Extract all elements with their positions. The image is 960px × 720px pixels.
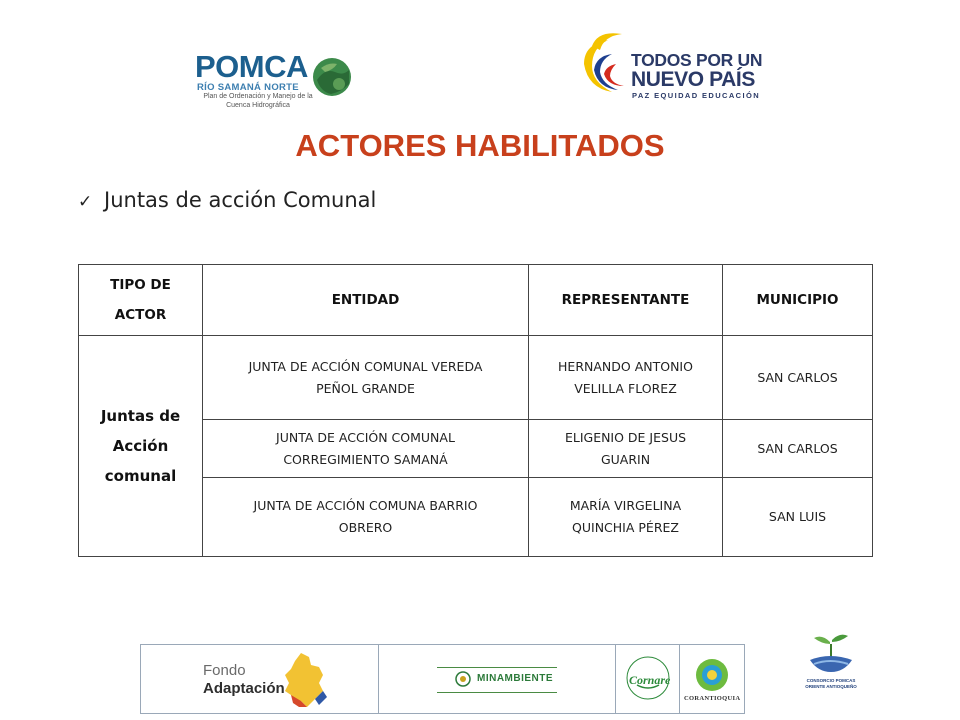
corantioquia-text: CORANTIOQUIA [684, 695, 741, 702]
entidad-line: JUNTA DE ACCIÓN COMUNA BARRIO [253, 498, 478, 513]
entidad-line: JUNTA DE ACCIÓN COMUNAL [276, 429, 455, 445]
header-tipo-line1: TIPO DE [110, 277, 171, 293]
representante-line: VELILLA FLOREZ [574, 380, 677, 396]
bullet-item [78, 188, 376, 212]
plant-hands-icon [800, 632, 862, 678]
shield-icon [455, 671, 471, 687]
municipio-cell: SAN CARLOS [723, 336, 873, 420]
entidad-cell [203, 420, 529, 478]
header-entidad: ENTIDAD [203, 265, 529, 336]
minambiente-text: MINAMBIENTE [477, 673, 554, 684]
cornare-text: Cornare [629, 673, 671, 687]
corantioquia-logo-icon [692, 657, 732, 693]
header-representante: REPRESENTANTE [529, 265, 723, 336]
representante-line: GUARIN [600, 451, 651, 467]
entidad-cell [203, 336, 529, 420]
group-cell [79, 336, 203, 557]
fondo-line2: Adaptación [203, 680, 285, 697]
divider [378, 645, 379, 713]
entidad-line: PEÑOL GRANDE [316, 380, 415, 396]
divider [679, 645, 680, 713]
colombia-map-icon [279, 651, 331, 709]
representante-cell [529, 420, 723, 478]
representante-cell [529, 478, 723, 557]
page-title: ACTORES HABILITADOS [295, 128, 665, 163]
group-line1: Juntas de [100, 407, 181, 425]
group-line3: comunal [104, 467, 177, 485]
representante-line: ELIGENIO DE JESUS [564, 429, 687, 445]
representante-line: MARÍA VIRGELINA [569, 498, 682, 513]
checkmark-icon: ✓ [78, 192, 93, 212]
pomca-globe-icon [311, 56, 353, 98]
footer-logos [140, 644, 745, 714]
entidad-line: CORREGIMIENTO SAMANÁ [283, 451, 448, 467]
gobierno-logo-line3: PAZ EQUIDAD EDUCACIÓN [632, 91, 761, 100]
header-tipo-actor [79, 265, 203, 336]
pomca-logo [193, 50, 363, 115]
table-row [79, 336, 873, 420]
divider [615, 645, 616, 713]
representante-line: QUINCHIA PÉREZ [572, 520, 679, 535]
pomca-logo-plan: Plan de Ordenación y Manejo de la Cuenca Hidrográfica [203, 93, 313, 109]
entidad-line: OBRERO [338, 520, 393, 535]
entidad-cell [203, 478, 529, 557]
municipio-cell: SAN LUIS [723, 478, 873, 557]
fondo-adaptacion-logo [203, 662, 285, 698]
bullet-text: Juntas de acción Comunal [104, 188, 377, 212]
pomca-logo-river: RÍO SAMANÁ NORTE [197, 82, 299, 93]
representante-line: HERNANDO ANTONIO [558, 358, 693, 374]
gobierno-logo-line2: NUEVO PAÍS [631, 68, 755, 91]
gobierno-logo [578, 26, 763, 111]
header-tipo-line2: ACTOR [114, 307, 167, 323]
consorcio-text: CONSORCIO POMCAS ORIENTE ANTIOQUEÑO [805, 678, 857, 689]
fondo-line1: Fondo [203, 662, 246, 679]
actors-table [78, 264, 873, 557]
pomca-logo-name: POMCA [195, 49, 308, 84]
group-line2: Acción [112, 437, 169, 455]
colombia-swoosh-icon [578, 26, 638, 111]
table-header-row [79, 265, 873, 336]
representante-cell [529, 336, 723, 420]
header-municipio: MUNICIPIO [723, 265, 873, 336]
municipio-cell: SAN CARLOS [723, 420, 873, 478]
gobierno-logo-line1: TODOS POR UN [631, 50, 763, 70]
consorcio-logo [800, 632, 862, 717]
minambiente-logo [437, 667, 557, 693]
entidad-line: JUNTA DE ACCIÓN COMUNAL VEREDA [248, 358, 483, 374]
